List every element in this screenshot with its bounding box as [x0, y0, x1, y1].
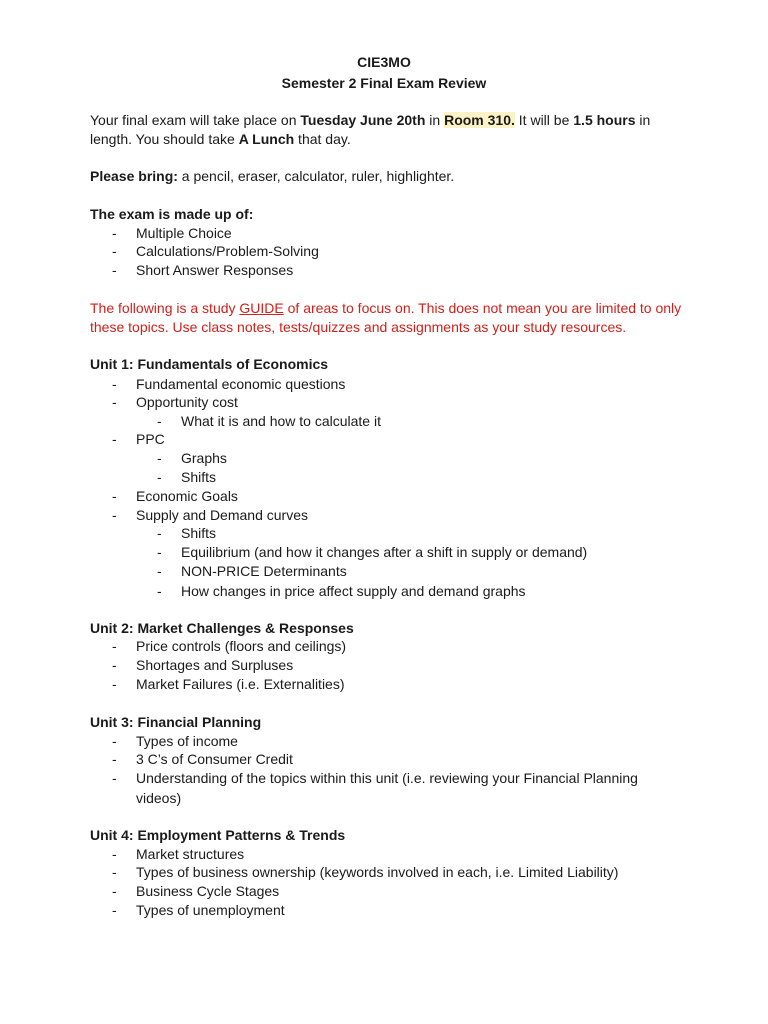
intro-line-2: length. You should take A Lunch that day.: [90, 131, 351, 147]
guide-note-line-1: The following is a study GUIDE of areas to focus on. This does not mean you are limited to only: [90, 300, 682, 316]
exam-makeup-heading: The exam is made up of:: [90, 206, 254, 222]
guide-word: GUIDE: [239, 300, 284, 316]
bring-label: Please bring:: [90, 168, 178, 184]
exam-room: Room 310.: [444, 112, 515, 128]
unit-3-heading: Unit 3: Financial Planning: [90, 714, 262, 730]
course-code: CIE3MO: [357, 54, 411, 70]
intro-line-1: Your final exam will take place on Tuesday June 20th in Room 310. It will be 1.5 hours in: [90, 112, 651, 128]
page-title: Semester 2 Final Exam Review: [281, 75, 487, 91]
bring-line: [90, 167, 454, 185]
unit-2-heading: Unit 2: Market Challenges & Responses: [90, 620, 354, 636]
exam-date: Tuesday June 20th: [300, 112, 426, 128]
unit-4-heading: Unit 4: Employment Patterns & Trends: [90, 827, 346, 843]
bring-items: a pencil, eraser, calculator, ruler, highlighter.: [177, 168, 455, 184]
exam-duration: 1.5 hours: [573, 112, 636, 128]
guide-note-line-2: these topics. Use class notes, tests/quizzes and assignments as your study resources.: [90, 319, 627, 335]
document-page: CIE3MO Semester 2 Final Exam Review Your final exam will take place on Tuesday June 20th in Room 310. It will be 1.5 hours in length. You should take A Lunch that day. Please bring: a pencil, eraser, calculator, ruler, highlighter. The exam is made up of: - Multiple Choice - Calculations/Problem-Solving - Short Answer Responses The following is a study GUIDE of areas to focus on. This does not mean you are limited to only these topics. Use class notes, tests/quizzes and assignments as your study resources. Unit 1: Fundamentals of Economics - Fundamental economic questions - Opportunity cost - What it is and how to calculate it - PPC - Graphs - Shifts - Economic Goals - Supply and Demand curves - Shifts - Equilibrium (and how it changes after a shift in supply or demand) - NON-PRICE Determinants - How changes in price affect supply and demand graphs Unit 2: Market Challenges & Responses - Price controls (floors and ceilings) - Shortages and Surpluses - Market Failures (i.e. Externalities) Unit 3: Financial Planning - Types of income - 3 C’s of Consumer Credit - Understanding of the topics within this unit (i.e. reviewing your Financial Planning videos) Unit 4: Employment Patterns & Trends - Market structures - Types of business ownership (keywords involved in each, i.e. Limited Liability) - Business Cycle Stages - Types of unemployment: [0, 0, 768, 1024]
lunch: A Lunch: [238, 131, 295, 147]
unit-1-heading: Unit 1: Fundamentals of Economics: [90, 356, 329, 372]
